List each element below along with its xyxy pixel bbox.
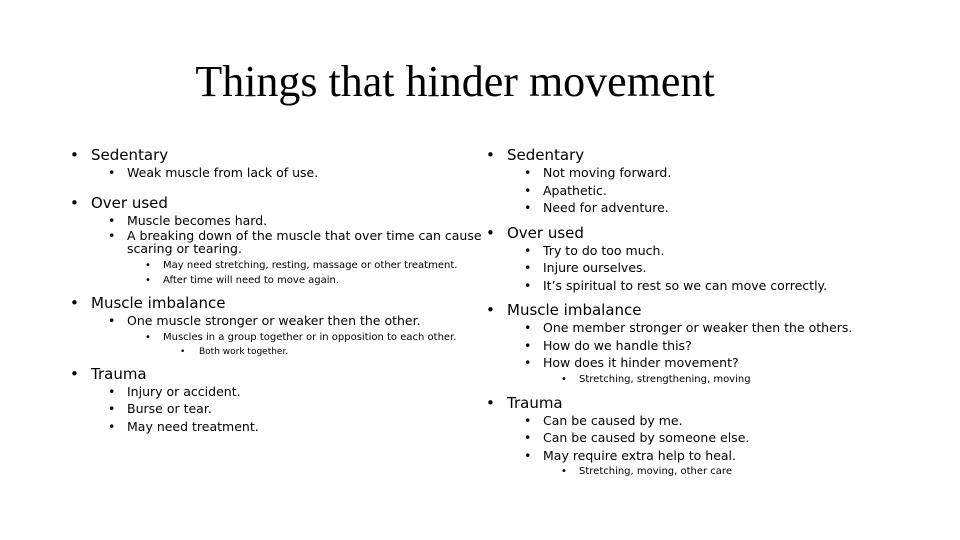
left-imbalance-heading: • Muscle imbalance <box>70 294 226 312</box>
left-column <box>70 140 490 435</box>
left-over-used-item: • A breaking down of the muscle that over time can cause scaring or tearing. <box>108 228 482 256</box>
bullet: • <box>108 418 116 434</box>
bullet: • <box>108 165 116 180</box>
left-sedentary-heading: • Sedentary <box>70 146 169 164</box>
bullet: • <box>108 228 116 243</box>
bullet: • <box>70 364 79 383</box>
right-imbalance-item: • How do we handle this? <box>524 337 692 353</box>
bullet: • <box>486 146 495 164</box>
bullet: • <box>108 383 116 399</box>
bullet: • <box>524 200 532 215</box>
bullet: • <box>524 412 532 428</box>
bullet: • <box>70 193 79 212</box>
bullet: • <box>561 466 567 477</box>
right-trauma-item: • May require extra help to heal. <box>524 447 737 463</box>
bullet: • <box>70 294 79 312</box>
bullet: • <box>524 430 532 445</box>
bullet: • <box>180 346 186 357</box>
right-sedentary-item: • Need for adventure. <box>524 200 669 215</box>
left-trauma-item: • May need treatment. <box>108 418 259 434</box>
left-over-used-heading: • Over used <box>70 193 168 212</box>
left-over-used-item: • Muscle becomes hard. <box>108 212 268 228</box>
bullet: • <box>524 337 532 353</box>
left-imbalance-item: • One muscle stronger or weaker then the other. <box>108 313 421 328</box>
right-over-used-item: • It’s spiritual to rest so we can move correctly. <box>524 277 828 293</box>
left-imbalance-subsubitem: • Both work together. <box>180 346 289 357</box>
right-over-used-heading: • Over used <box>486 223 584 242</box>
left-over-used-subitem: • After time will need to move again. <box>145 275 340 286</box>
left-trauma-item: • Burse or tear. <box>108 401 212 416</box>
right-imbalance-heading: • Muscle imbalance <box>486 301 642 319</box>
bullet: • <box>524 260 532 275</box>
right-imbalance-item: • One member stronger or weaker then the others. <box>524 320 853 335</box>
bullet: • <box>486 301 495 319</box>
bullet: • <box>524 277 532 293</box>
bullet: • <box>70 146 79 164</box>
right-trauma-item: • Can be caused by someone else. <box>524 430 750 445</box>
right-sedentary-item: • Apathetic. <box>524 182 607 198</box>
left-imbalance-subitem: • Muscles in a group together or in opposition to each other. <box>145 331 457 343</box>
right-over-used-item: • Try to do too much. <box>524 242 665 258</box>
bullet: • <box>524 242 532 258</box>
right-trauma-subitem: • Stretching, moving, other care <box>561 466 732 477</box>
left-trauma-item: • Injury or accident. <box>108 383 241 399</box>
right-over-used-item: • Injure ourselves. <box>524 260 647 275</box>
bullet: • <box>524 165 532 180</box>
bullet: • <box>561 373 567 385</box>
bullet: • <box>145 260 151 271</box>
bullet: • <box>524 320 532 335</box>
bullet: • <box>524 447 532 463</box>
right-column <box>486 140 906 479</box>
right-sedentary-item: • Not moving forward. <box>524 165 672 180</box>
right-imbalance-subitem: • Stretching, strengthening, moving <box>561 373 751 385</box>
bullet: • <box>145 331 151 343</box>
right-trauma-item: • Can be caused by me. <box>524 412 683 428</box>
right-trauma-heading: • Trauma <box>486 393 563 412</box>
bullet: • <box>145 275 151 286</box>
slide-title: Things that hinder movement <box>195 57 715 106</box>
right-imbalance-item: • How does it hinder movement? <box>524 355 739 370</box>
left-over-used-subitem: • May need stretching, resting, massage or other treatment. <box>145 260 458 271</box>
bullet: • <box>108 313 116 328</box>
bullet: • <box>524 355 532 370</box>
bullet: • <box>524 182 532 198</box>
bullet: • <box>108 401 116 416</box>
left-sedentary-item: • Weak muscle from lack of use. <box>108 165 319 180</box>
bullet: • <box>486 223 495 242</box>
left-trauma-heading: • Trauma <box>70 364 147 383</box>
right-sedentary-heading: • Sedentary <box>486 146 585 164</box>
bullet: • <box>486 393 495 412</box>
bullet: • <box>108 212 116 228</box>
